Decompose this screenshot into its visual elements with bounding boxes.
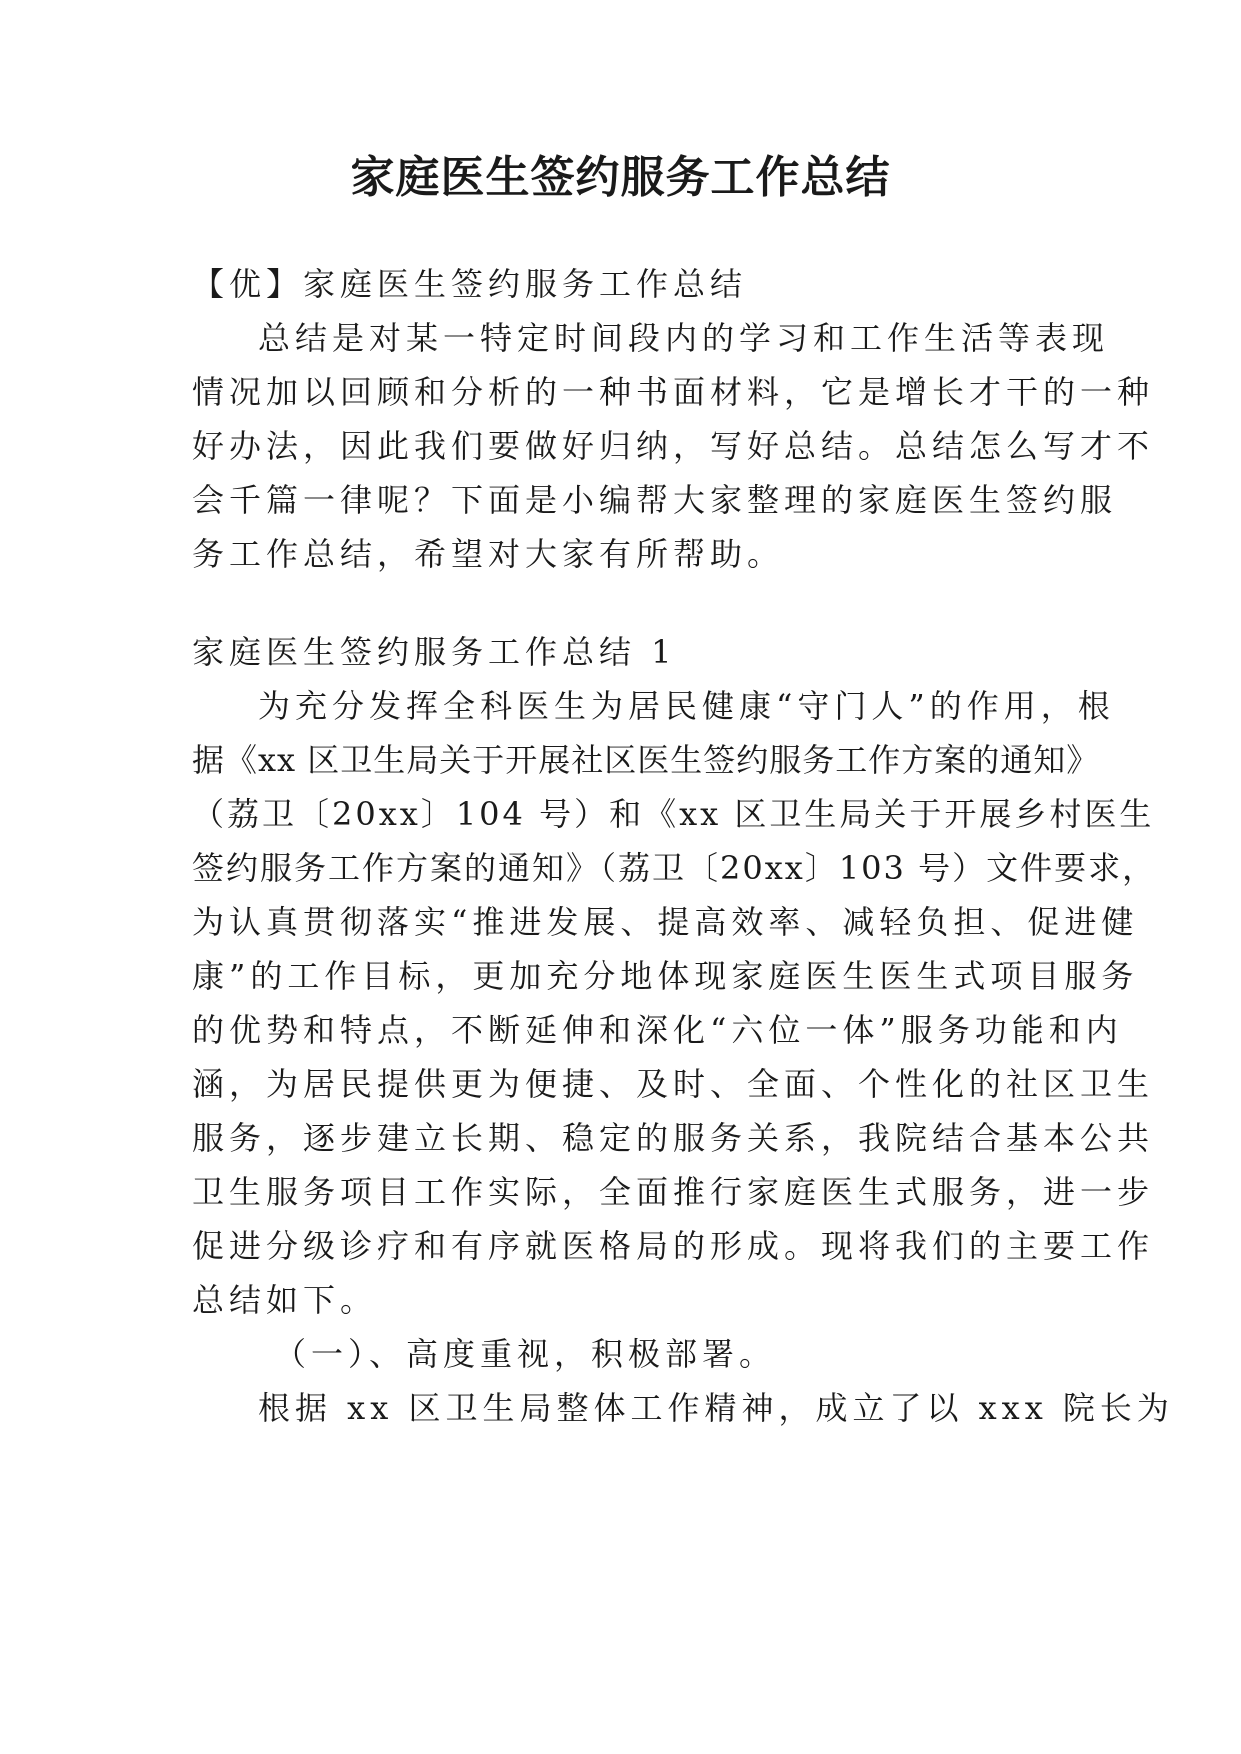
body-line: 涵，为居民提供更为便捷、及时、全面、个性化的社区卫生 [192,1065,1155,1103]
body-line: 据《xx 区卫生局关于开展社区医生签约服务工作方案的通知》 [192,741,1100,779]
body-line: 康”的工作目标，更加充分地体现家庭医生医生式项目服务 [192,957,1139,995]
body-line: 根据 xx 区卫生局整体工作精神，成立了以 xxx 院长为 [258,1389,1174,1427]
intro-heading: 【优】家庭医生签约服务工作总结 [192,265,748,303]
body-line: 促进分级诊疗和有序就医格局的形成。现将我们的主要工作 [192,1227,1155,1265]
intro-line: 总结是对某一特定时间段内的学习和工作生活等表现 [258,319,1110,357]
intro-line: 务工作总结，希望对大家有所帮助。 [192,535,785,573]
body-line: 卫生服务项目工作实际，全面推行家庭医生式服务，进一步 [192,1173,1155,1211]
subheading: （一）、高度重视，积极部署。 [274,1335,777,1373]
body-line: 服务，逐步建立长期、稳定的服务关系，我院结合基本公共 [192,1119,1155,1157]
page-title: 家庭医生签约服务工作总结 [350,152,891,203]
intro-line: 好办法，因此我们要做好归纳，写好总结。总结怎么写才不 [192,427,1155,465]
section-heading: 家庭医生签约服务工作总结 1 [192,633,677,671]
body-line: 为认真贯彻落实“推进发展、提高效率、减轻负担、促进健 [192,903,1139,941]
body-line: 总结如下。 [192,1281,378,1319]
intro-line: 情况加以回顾和分析的一种书面材料，它是增长才干的一种 [192,373,1155,411]
body-line: 为充分发挥全科医生为居民健康“守门人”的作用，根 [258,687,1115,725]
body-line: （荔卫〔20xx〕104 号）和《xx 区卫生局关于开展乡村医生 [192,795,1155,833]
body-line: 签约服务工作方案的通知》（荔卫〔20xx〕103 号）文件要求， [192,849,1157,887]
intro-line: 会千篇一律呢？下面是小编帮大家整理的家庭医生签约服 [192,481,1118,519]
body-line: 的优势和特点，不断延伸和深化“六位一体”服务功能和内 [192,1011,1123,1049]
